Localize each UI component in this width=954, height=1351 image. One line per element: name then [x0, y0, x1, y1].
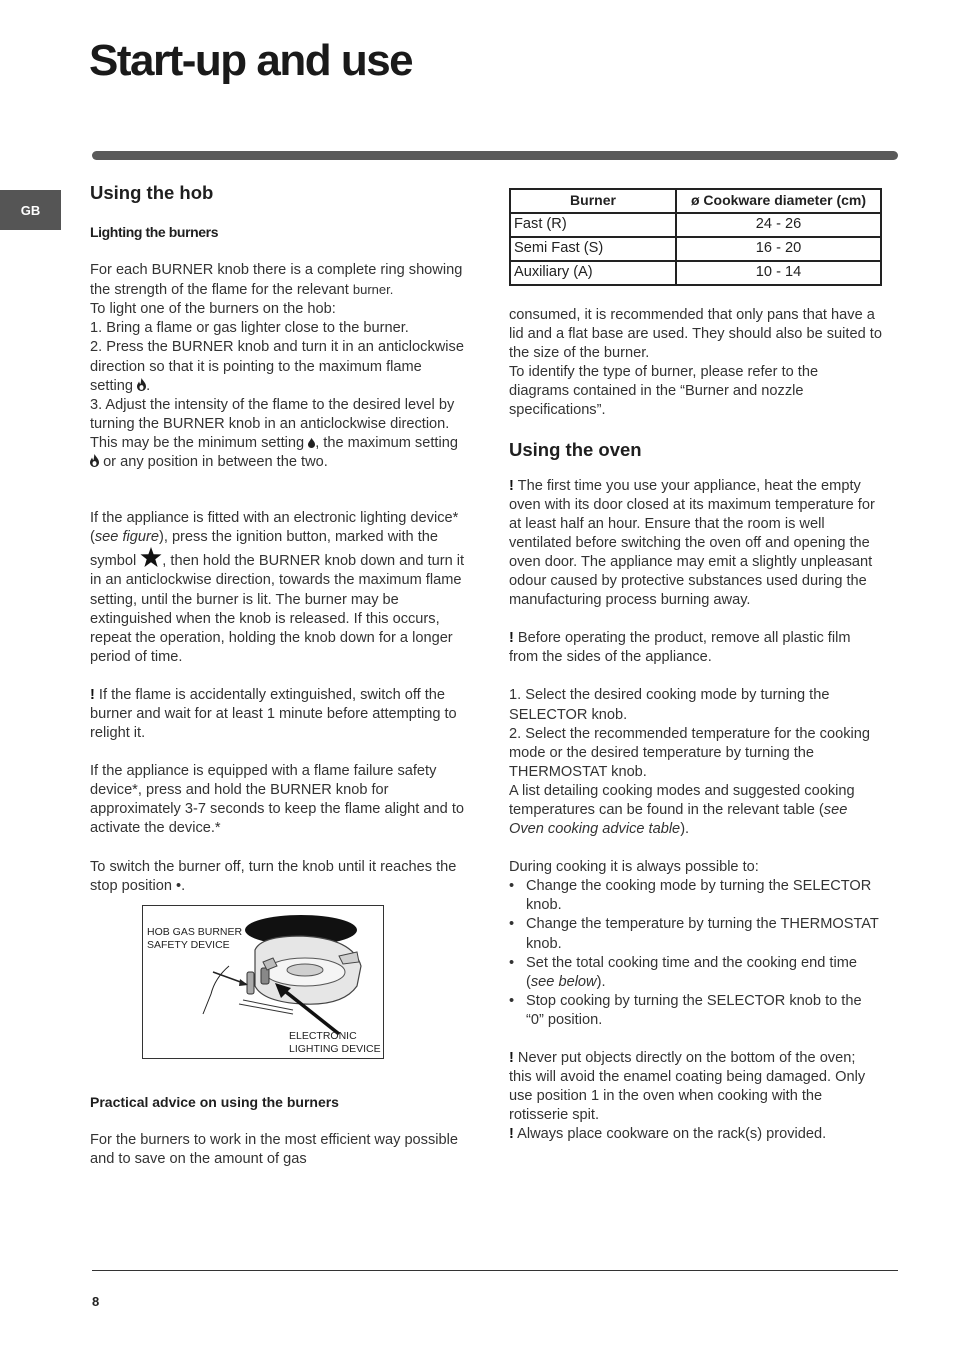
- language-tab: GB: [0, 190, 61, 230]
- intro-line-2: To light one of the burners on the hob:: [90, 301, 336, 318]
- list-item: • Set the total cooking time and the cooking end time (see below).: [509, 954, 882, 992]
- identify-paragraph: To identify the type of burner, please refer to the diagrams contained in the “Burner and nozzle specifications”.: [509, 364, 819, 419]
- page-title: Start-up and use: [89, 36, 413, 85]
- step-2: 2. Press the BURNER knob and turn it in an anticlockwise direction so that it is pointing to the maximum flame setting .: [90, 339, 464, 394]
- list-item: • Change the temperature by turning the THERMOSTAT knob.: [509, 915, 882, 953]
- lighting-heading: Lighting the burners: [90, 224, 219, 240]
- safety-device-paragraph: If the appliance is equipped with a flame failure safety device*, press and hold the BURNER knob for approximately 3-7 seconds to keep the flame alight and to activate the device.*: [90, 763, 464, 837]
- table-header-row: [510, 189, 881, 213]
- table-cell: Fast (R): [510, 213, 676, 237]
- footer-divider: [92, 1270, 898, 1271]
- list-item: • Stop cooking by turning the SELECTOR knob to the “0” position.: [509, 992, 882, 1030]
- title-divider: [92, 151, 898, 160]
- page-number: 8: [92, 1294, 100, 1309]
- oven-heading: Using the oven: [509, 438, 642, 460]
- flame-max-icon: [90, 454, 99, 467]
- right-column: [509, 188, 882, 1144]
- table-cell: Auxiliary (A): [510, 261, 676, 285]
- left-column: [90, 181, 465, 1169]
- switch-off-paragraph: To switch the burner off, turn the knob until it reaches the stop position •.: [90, 858, 457, 894]
- always-warning: ! Always place cookware on the rack(s) provided.: [509, 1126, 827, 1143]
- table-row: [510, 237, 881, 261]
- table-header: Burner: [510, 189, 676, 213]
- advice-heading: Practical advice on using the burners: [90, 1093, 339, 1110]
- first-time-warning: ! The first time you use your appliance, heat the empty oven with its door closed at its maximum temperature for at least half an hour. Ensure that the room is well ventilated before switching the oven off and opening the oven door. The appliance may emit a slightly unpleasant odour caused by protective substances used during the manufacturing process burning away.: [509, 477, 875, 609]
- list-item: • Change the cooking mode by turning the SELECTOR knob.: [509, 877, 882, 915]
- table-row: [510, 261, 881, 285]
- burner-cookware-table: [509, 188, 882, 286]
- burner-figure: [142, 905, 384, 1059]
- electronic-lighting-paragraph: If the appliance is fitted with an electronic lighting device* (see figure), press the ignition button, marked with the symbol , then hold the BURNER knob down and turn it in an anticlockwise direction, towards the maximum flame setting, until the burner is lit. The burner may be extinguished when the knob is released. If this occurs, repeat the operation, holding the knob down for a longer period of time.: [90, 510, 465, 665]
- warning-relight: ! If the flame is accidentally extinguished, switch off the burner and wait for at least 1 minute before attempting to relight it.: [90, 686, 457, 742]
- never-warning: ! Never put objects directly on the bottom of the oven; this will avoid the enamel coating being damaged. Only use position 1 in the oven when cooking with the rotisserie spit.: [509, 1050, 866, 1124]
- plastic-film-warning: ! Before operating the product, remove all plastic film from the sides of the appliance.: [509, 630, 851, 666]
- hob-heading: Using the hob: [90, 182, 214, 203]
- consumed-paragraph: consumed, it is recommended that only pans that have a lid and a flat base are used. They should also be suited to the size of the burner.: [509, 307, 882, 362]
- oven-step-1: 1. Select the desired cooking mode by turning the SELECTOR knob.: [509, 687, 830, 723]
- during-cooking-intro: During cooking it is always possible to:: [509, 859, 759, 876]
- table-row: [510, 213, 881, 237]
- figure-label-safety: HOB GAS BURNER SAFETY DEVICE: [147, 925, 243, 951]
- table-cell: 24 - 26: [676, 213, 881, 237]
- cooking-table-reference: A list detailing cooking modes and suggested cooking temperatures can be found in the relevant table (see Oven cooking advice table).: [509, 782, 855, 838]
- oven-step-2: 2. Select the recommended temperature for the cooking mode or the desired temperature by turning the THERMOSTAT knob.: [509, 725, 870, 780]
- figure-label-electronic: ELECTRONIC LIGHTING DEVICE: [289, 1029, 381, 1055]
- step-1: 1. Bring a flame or gas lighter close to the burner.: [90, 320, 409, 337]
- step-3: 3. Adjust the intensity of the flame to the desired level by turning the BURNER knob in an anticlockwise direction. This may be the minimum setting , the maximum setting or any position in between the two.: [90, 396, 458, 471]
- during-cooking-list: [509, 877, 882, 1030]
- advice-paragraph: For the burners to work in the most efficient way possible and to save on the amount of gas: [90, 1131, 458, 1167]
- intro-paragraph: For each BURNER knob there is a complete ring showing the strength of the flame for the relevant burner.: [90, 262, 463, 299]
- flame-max-icon: [137, 378, 146, 391]
- table-header: ø Cookware diameter (cm): [676, 189, 881, 213]
- table-cell: Semi Fast (S): [510, 237, 676, 261]
- table-cell: 16 - 20: [676, 237, 881, 261]
- table-cell: 10 - 14: [676, 261, 881, 285]
- star-ignition-icon: [140, 547, 162, 567]
